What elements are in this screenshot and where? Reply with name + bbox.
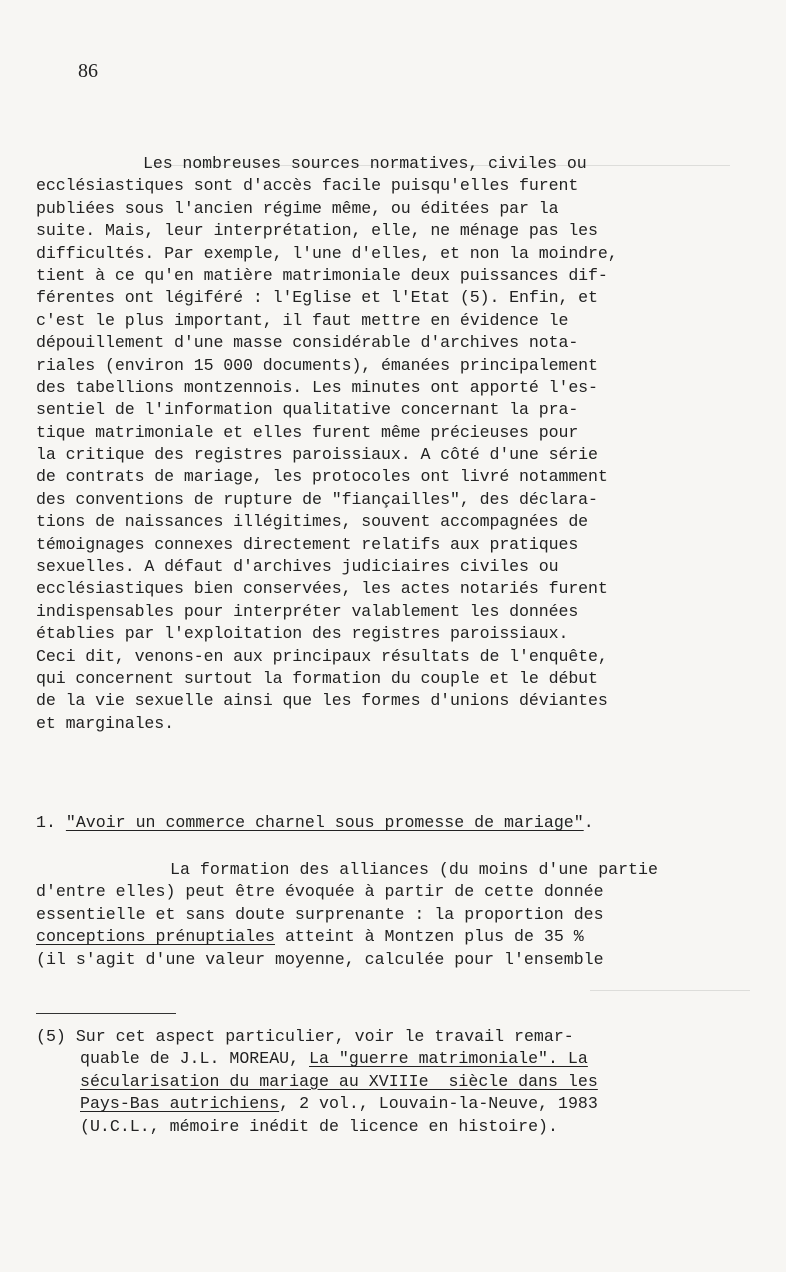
- footnote-line: [36, 1048, 726, 1070]
- paragraph-line: ecclésiastiques sont d'accès facile puisqu'elles furent: [36, 176, 579, 196]
- paragraph-line: indispensables pour interpréter valablement les données: [36, 601, 579, 621]
- footnote-title: sécularisation du mariage au XVIIIe siècle dans les: [80, 1071, 598, 1091]
- footnote-line: (U.C.L., mémoire inédit de licence en histoire).: [80, 1116, 558, 1136]
- paragraph-line: Ceci dit, venons-en aux principaux résultats de l'enquête,: [36, 646, 608, 666]
- paragraph-line: suite. Mais, leur interprétation, elle, ne ménage pas les: [36, 221, 598, 241]
- paragraph-line: ecclésiastiques bien conservées, les actes notariés furent: [36, 579, 608, 599]
- page-number: 86: [78, 60, 98, 82]
- paragraph-line: des tabellions montzennois. Les minutes ont apporté l'es-: [36, 377, 598, 397]
- footnote-line: [36, 1093, 726, 1115]
- paragraph-line: la critique des registres paroissiaux. A côté d'une série: [36, 445, 598, 465]
- footnote-title: Pays-Bas autrichiens: [80, 1094, 280, 1114]
- footnote-line: [36, 1026, 726, 1048]
- paragraph-line: (il s'agit d'une valeur moyenne, calculée pour l'ensemble: [36, 949, 604, 969]
- section-title-end: .: [583, 813, 594, 832]
- section-number: 1.: [36, 813, 56, 832]
- footnote-text: quable de J.L. MOREAU,: [80, 1049, 310, 1069]
- paragraph-line: établies par l'exploitation des registres paroissiaux.: [36, 624, 569, 644]
- paragraph-line: sexuelles. A défaut d'archives judiciaires civiles ou: [36, 557, 559, 577]
- paragraph-line: dépouillement d'une masse considérable d'archives nota-: [36, 333, 579, 353]
- paragraph-line: et marginales.: [36, 713, 175, 733]
- paragraph-line: tique matrimoniale et elles furent même précieuses pour: [36, 422, 579, 442]
- paragraph-2: [36, 859, 726, 971]
- paragraph-line: témoignages connexes directement relatifs aux pratiques: [36, 534, 579, 554]
- paragraph-line: qui concernent surtout la formation du couple et le début: [36, 668, 598, 688]
- paragraph-line: de contrats de mariage, les protocoles ont livré notamment: [36, 467, 608, 487]
- paragraph-1: [36, 153, 726, 735]
- paragraph-line-rest: atteint à Montzen plus de 35 %: [275, 927, 584, 947]
- section-heading: [36, 812, 726, 834]
- footnote-marker: (5): [36, 1027, 66, 1046]
- paragraph-line: essentielle et sans doute surprenante : la proportion des: [36, 904, 604, 924]
- footnote-text: , 2 vol., Louvain-la-Neuve, 1983: [279, 1094, 598, 1114]
- footnote-text: Sur cet aspect particulier, voir le travail remar-: [75, 1027, 574, 1046]
- paragraph-line: La formation des alliances (du moins d'une partie: [170, 860, 658, 879]
- show-through-line: [590, 990, 750, 991]
- paragraph-line: férentes ont légiféré : l'Eglise et l'Etat (5). Enfin, et: [36, 288, 598, 308]
- show-through-title: [100, 66, 660, 90]
- paragraph-line: [36, 926, 726, 948]
- footnote-line: [36, 1071, 726, 1093]
- paragraph-line: Les nombreuses sources normatives, civiles ou: [143, 154, 587, 173]
- footnote-title: La "guerre matrimoniale". La: [309, 1049, 588, 1069]
- paragraph-line: riales (environ 15 000 documents), émanées principalement: [36, 355, 598, 375]
- paragraph-line: des conventions de rupture de "fiançailles", des déclara-: [36, 489, 598, 509]
- paragraph-line: tions de naissances illégitimes, souvent accompagnées de: [36, 512, 589, 532]
- paragraph-line: difficultés. Par exemple, l'une d'elles, et non la moindre,: [36, 243, 618, 263]
- paragraph-line: tient à ce qu'en matière matrimoniale deux puissances dif-: [36, 265, 608, 285]
- paragraph-line: de la vie sexuelle ainsi que les formes d'unions déviantes: [36, 691, 608, 711]
- section-title: "Avoir un commerce charnel sous promesse de mariage": [65, 813, 584, 832]
- footnote-5: [36, 1026, 726, 1138]
- paragraph-line: d'entre elles) peut être évoquée à partir de cette donnée: [36, 882, 604, 902]
- underlined-term: conceptions prénuptiales: [36, 927, 275, 947]
- footnote-separator: [36, 1013, 176, 1014]
- paragraph-line: c'est le plus important, il faut mettre en évidence le: [36, 310, 569, 330]
- paragraph-line: sentiel de l'information qualitative concernant la pra-: [36, 400, 579, 420]
- paragraph-line: publiées sous l'ancien régime même, ou éditées par la: [36, 198, 559, 218]
